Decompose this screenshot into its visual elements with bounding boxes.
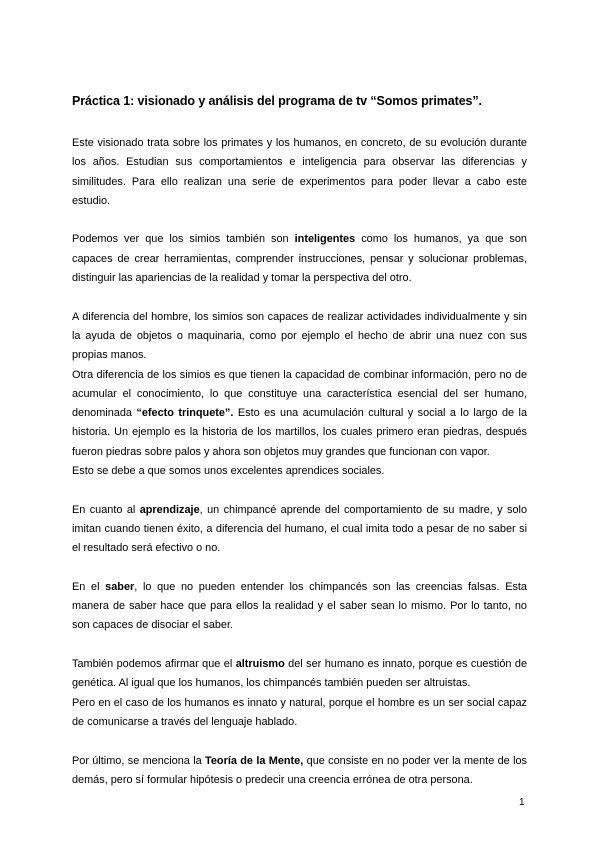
paragraph-intelligence: Podemos ver que los simios también son inteligentes como los humanos, ya que son capaces de crear herramientas, comprender instrucciones, pensar y solucionar problemas, distinguir las apariencias de la realidad y tomar la perspectiva del otro.	[72, 233, 527, 285]
paragraph-altruism: También podemos afirmar que el altruismo del ser humano es innato, porque es cuestión de genética. Al igual que los humanos, los chimpancés también pueden ser altruistas.	[72, 658, 528, 690]
paragraph-knowledge: En el saber, lo que no pueden entender los chimpancés son las creencias falsas. Esta manera de saber hace que para ellos la realidad y el saber sean lo mismo. Por lo tanto, no son capaces de disociar el saber.	[72, 580, 527, 632]
term-inteligentes: inteligentes	[294, 233, 356, 246]
paragraph-innate: Pero en el caso de los humanos es innato y natural, porque el hombre es un ser social capaz de comunicarse a través del lenguaje hablado.	[72, 696, 527, 728]
paragraph-intro: Este visionado trata sobre los primates y los humanos, en concreto, de su evolución durante los años. Estudian sus comportamientos e inteligencia para observar las diferencias y similitudes. Para ello realizan una serie de experimentos para poder llevar a cabo este estudio.	[72, 137, 527, 207]
document-page	[72, 92, 527, 790]
document-title: Práctica 1: visionado y análisis del programa de tv “Somos primates”.	[72, 94, 482, 108]
paragraph-learning: En cuanto al aprendizaje, un chimpancé aprende del comportamiento de su madre, y solo imitan cuando tienen éxito, a diferencia del humano, el cual imita todo a pesar de no saber si el resultado será efectivo o no.	[72, 503, 527, 555]
term-efecto-trinquete: “efecto trinquete”.	[136, 407, 234, 420]
paragraph-theory-of-mind: Por último, se menciona la Teoría de la Mente, que consiste en no poder ver la mente de los demás, pero sí formular hipótesis o predecir una creencia errónea de otra persona.	[72, 754, 528, 786]
term-saber: saber	[105, 580, 135, 593]
page-number: 1	[519, 797, 525, 808]
paragraph-ratchet-effect: Otra diferencia de los simios es que tienen la capacidad de combinar información, pero no de acumular el conocimiento, lo que constituye una característica esencial del ser humano, denominada “efecto trinquete”. Esto es una acumulación cultural y social a lo largo de la historia. Un ejemplo es la historia de los martillos, los cuales primero eran piedras, después fueron piedras sobre palos y ahora son objetos muy grandes que funcionan con vapor.	[72, 368, 528, 458]
paragraph-differences: A diferencia del hombre, los simios son capaces de realizar actividades individualmente y sin la ayuda de objetos o maquinaria, como por ejemplo el hecho de abrir una nuez con sus propias manos.	[72, 310, 527, 362]
term-altruismo: altruismo	[235, 658, 285, 671]
term-teoria-mente: Teoría de la Mente,	[205, 754, 304, 767]
term-aprendizaje: aprendizaje	[139, 503, 200, 516]
paragraph-social-learners: Esto se debe a que somos unos excelentes aprendices sociales.	[72, 465, 385, 478]
